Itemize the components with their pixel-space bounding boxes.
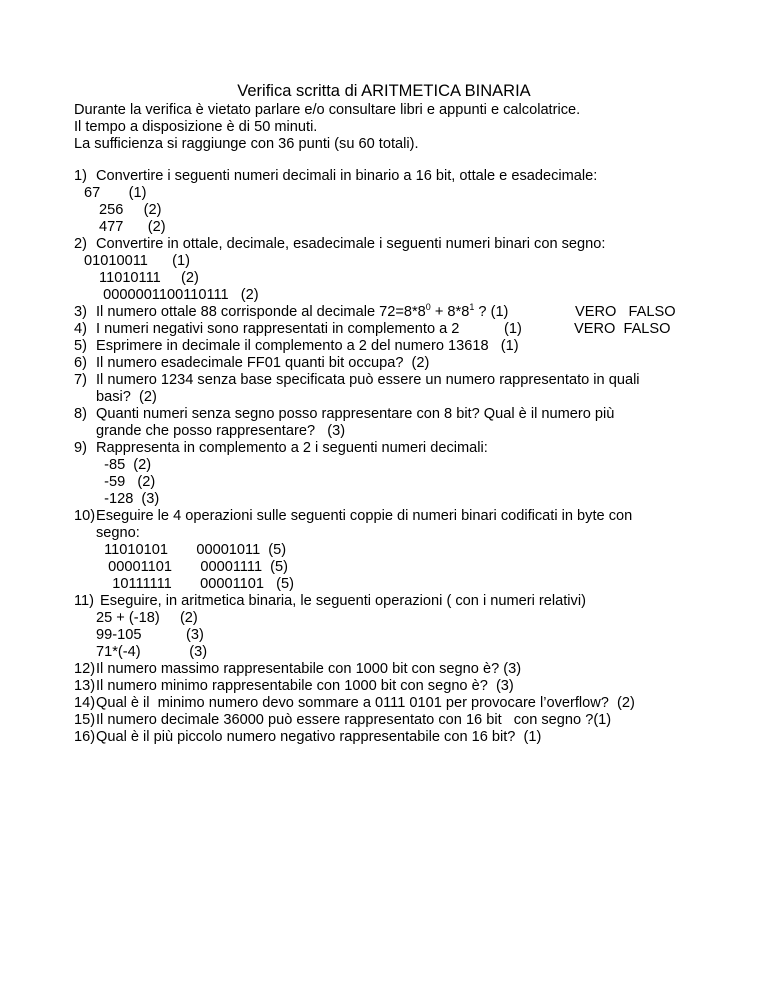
question-number: 10) bbox=[74, 508, 96, 524]
question-number: 3) bbox=[74, 304, 87, 320]
intro-section bbox=[74, 102, 734, 153]
true-false-options: VERO FALSO bbox=[574, 321, 671, 337]
question-10 bbox=[74, 508, 734, 593]
question-text: Convertire in ottale, decimale, esadecimale i seguenti numeri binari con segno: bbox=[96, 236, 606, 252]
question-text-part: ? (1) bbox=[474, 304, 509, 320]
question-number: 6) bbox=[74, 355, 87, 371]
question-text: Il numero minimo rappresentabile con 1000 bit con segno è? (3) bbox=[96, 678, 514, 694]
sub-item: 67 (1) bbox=[84, 185, 147, 201]
sub-item: 99-105 (3) bbox=[96, 627, 204, 643]
question-number: 1) bbox=[74, 168, 87, 184]
question-14 bbox=[74, 695, 734, 712]
question-text-part: + 8*8 bbox=[430, 304, 470, 320]
sub-item: 71*(-4) (3) bbox=[96, 644, 208, 660]
question-text: Eseguire le 4 operazioni sulle seguenti coppie di numeri binari codificati in byte con bbox=[96, 508, 633, 524]
question-number: 5) bbox=[74, 338, 87, 354]
sub-item: 01010011 (1) bbox=[84, 253, 191, 269]
question-number: 16) bbox=[74, 729, 96, 745]
intro-line: Il tempo a disposizione è di 50 minuti. bbox=[74, 119, 318, 135]
sub-item: 10111111 00001101 (5) bbox=[96, 576, 294, 592]
question-11 bbox=[74, 593, 734, 661]
question-3 bbox=[74, 304, 734, 321]
sub-item: 477 (2) bbox=[95, 219, 166, 235]
question-text: Esprimere in decimale il complemento a 2 del numero 13618 (1) bbox=[96, 338, 519, 354]
question-6 bbox=[74, 355, 734, 372]
question-9 bbox=[74, 440, 734, 508]
question-number: 2) bbox=[74, 236, 87, 252]
exponent: 0 bbox=[425, 302, 431, 312]
question-text: Qual è il più piccolo numero negativo rappresentabile con 16 bit? (1) bbox=[96, 729, 542, 745]
document-title: Verifica scritta di ARITMETICA BINARIA bbox=[237, 82, 531, 100]
intro-line: Durante la verifica è vietato parlare e/o consultare libri e appunti e calcolatrice. bbox=[74, 102, 581, 118]
question-4 bbox=[74, 321, 734, 338]
question-8 bbox=[74, 406, 734, 440]
question-15 bbox=[74, 712, 734, 729]
sub-item: 00001101 00001111 (5) bbox=[96, 559, 289, 575]
sub-item: 11010111 (2) bbox=[95, 270, 199, 286]
question-text: Qual è il minimo numero devo sommare a 0111 0101 per provocare l’overflow? (2) bbox=[96, 695, 635, 711]
question-12 bbox=[74, 661, 734, 678]
true-false-options: VERO FALSO bbox=[575, 304, 676, 320]
question-text-continued: grande che posso rappresentare? (3) bbox=[96, 423, 346, 439]
intro-line: La sufficienza si raggiunge con 36 punti (su 60 totali). bbox=[74, 136, 419, 152]
question-number: 12) bbox=[74, 661, 96, 677]
question-number: 4) bbox=[74, 321, 87, 337]
question-text: Rappresenta in complemento a 2 i seguenti numeri decimali: bbox=[96, 440, 488, 456]
question-1 bbox=[74, 168, 734, 236]
question-text: Il numero decimale 36000 può essere rappresentato con 16 bit con segno ?(1) bbox=[96, 712, 612, 728]
question-number: 13) bbox=[74, 678, 96, 694]
question-7 bbox=[74, 372, 734, 406]
sub-item: -128 (3) bbox=[96, 491, 160, 507]
question-number: 15) bbox=[74, 712, 96, 728]
question-16 bbox=[74, 729, 734, 746]
question-number: 14) bbox=[74, 695, 96, 711]
question-text: Eseguire, in aritmetica binaria, le seguenti operazioni ( con i numeri relativi) bbox=[96, 593, 586, 609]
sub-item: -59 (2) bbox=[96, 474, 156, 490]
question-text-continued: segno: bbox=[96, 525, 140, 541]
question-number: 7) bbox=[74, 372, 87, 388]
question-text: Convertire i seguenti numeri decimali in binario a 16 bit, ottale e esadecimale: bbox=[96, 168, 598, 184]
sub-item: 256 (2) bbox=[95, 202, 162, 218]
question-13 bbox=[74, 678, 734, 695]
question-5 bbox=[74, 338, 734, 355]
sub-item: 11010101 00001011 (5) bbox=[96, 542, 287, 558]
exponent: 1 bbox=[469, 302, 475, 312]
question-number: 8) bbox=[74, 406, 87, 422]
question-text: I numeri negativi sono rappresentati in complemento a 2 (1) bbox=[96, 321, 522, 337]
question-text-part: Il numero ottale 88 corrisponde al decimale 72=8*8 bbox=[96, 304, 426, 320]
question-text: Il numero esadecimale FF01 quanti bit occupa? (2) bbox=[96, 355, 430, 371]
sub-item: 0000001100110111 (2) bbox=[95, 287, 259, 303]
question-text: Il numero massimo rappresentabile con 1000 bit con segno è? (3) bbox=[96, 661, 522, 677]
question-text-continued: basi? (2) bbox=[96, 389, 157, 405]
question-text: Quanti numeri senza segno posso rappresentare con 8 bit? Qual è il numero più bbox=[96, 406, 615, 422]
question-number: 9) bbox=[74, 440, 87, 456]
question-2 bbox=[74, 236, 734, 304]
question-list bbox=[74, 168, 734, 746]
question-text: Il numero 1234 senza base specificata può essere un numero rappresentato in quali bbox=[96, 372, 640, 388]
sub-item: -85 (2) bbox=[96, 457, 152, 473]
sub-item: 25 + (-18) (2) bbox=[96, 610, 198, 626]
question-number: 11) bbox=[74, 593, 95, 609]
